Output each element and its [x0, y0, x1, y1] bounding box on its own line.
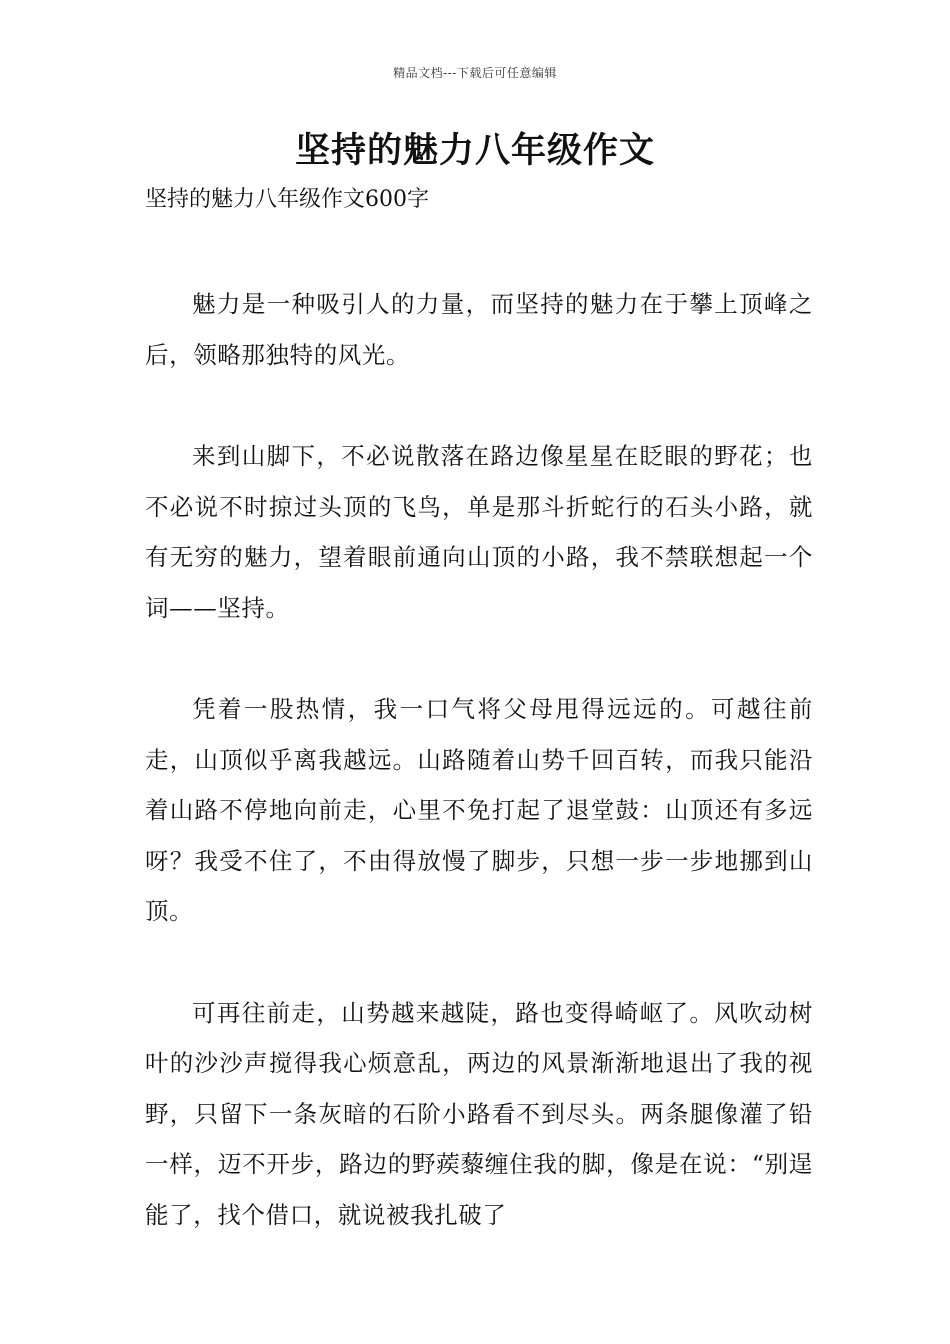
paragraph: 来到山脚下，不必说散落在路边像星星在眨眼的野花；也不必说不时掠过头顶的飞鸟，单是那斗折蛇行的石头小路，就有无穷的魅力，望着眼前通向山顶的小路，我不禁联想起一个词——坚持。	[145, 442, 813, 622]
article-body	[145, 279, 813, 1291]
document-title: 坚持的魅力八年级作文	[294, 130, 655, 171]
page-header: 精品文档---下载后可任意编辑	[393, 66, 557, 80]
paragraph: 凭着一股热情，我一口气将父母甩得远远的。可越往前走，山顶似乎离我越远。山路随着山势千回百转，而我只能沿着山路不停地向前走，心里不免打起了退堂鼓：山顶还有多远呀？我受不住了，不由得放慢了脚步，只想一步一步地挪到山顶。	[145, 695, 813, 925]
paragraph: 可再往前走，山势越来越陡，路也变得崎岖了。风吹动树叶的沙沙声搅得我心烦意乱，两边的风景渐渐地退出了我的视野，只留下一条灰暗的石阶小路看不到尽头。两条腿像灌了铅一样，迈不开步，路边的野蒺藜缠住我的脚，像是在说：“别逞能了，找个借口，就说被我扎破了	[145, 998, 813, 1229]
document-subtitle: 坚持的魅力八年级作文600字	[145, 187, 429, 212]
paragraph: 魅力是一种吸引人的力量，而坚持的魅力在于攀上顶峰之后，领略那独特的风光。	[145, 290, 813, 369]
